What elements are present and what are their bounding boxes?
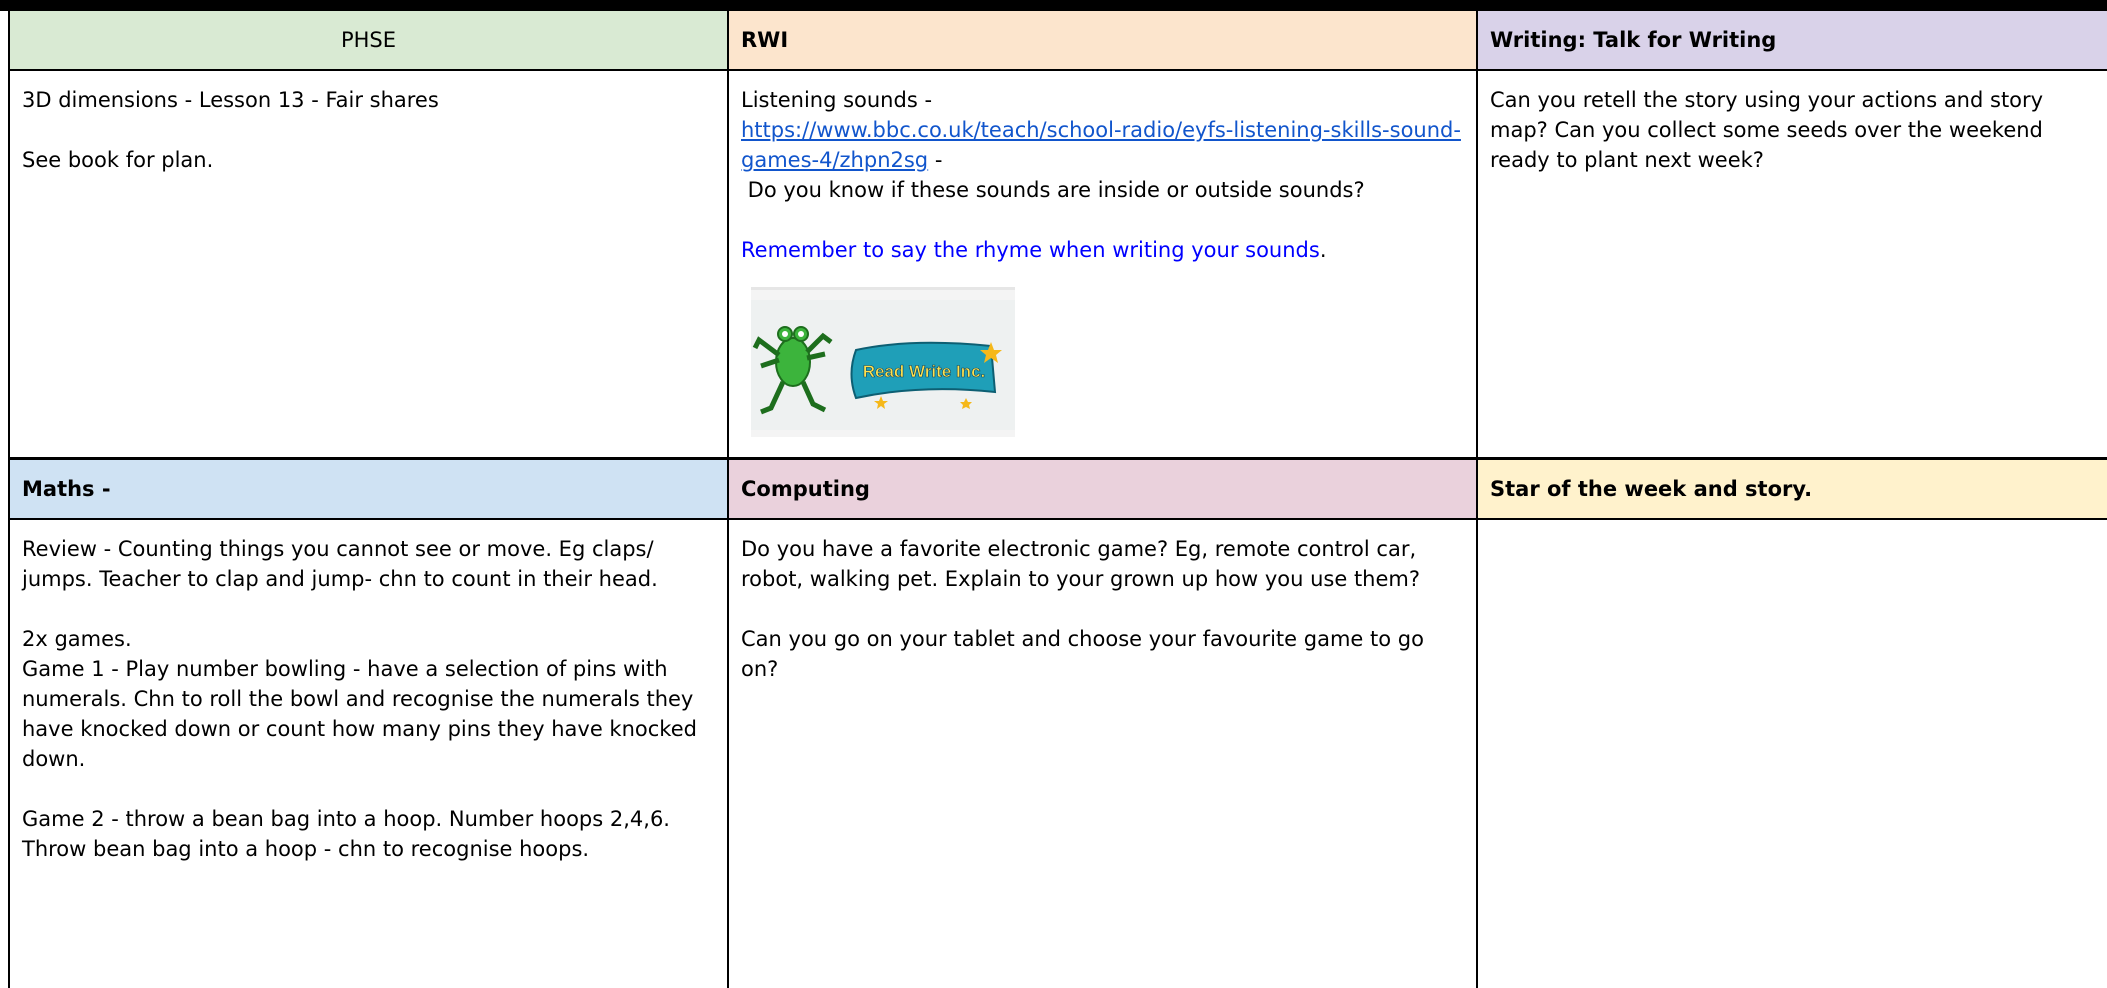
maths-para-2a: 2x games. — [22, 627, 132, 651]
bbc-listening-link[interactable]: https://www.bbc.co.uk/teach/school-radio/eyfs-listening-skills-sound-games-4/zhpn2sg — [741, 118, 1461, 172]
rwi-reminder — [741, 235, 1464, 265]
rwi-link-line — [741, 115, 1464, 175]
writing-cell — [1478, 11, 2107, 175]
read-write-inc-logo-image — [751, 300, 1015, 430]
maths-content — [10, 520, 727, 864]
writing-content — [1478, 71, 2107, 175]
logo-text: Read Write Inc. — [862, 362, 986, 381]
rwi-header: RWI — [729, 11, 1476, 71]
writing-header: Writing: Talk for Writing — [1478, 11, 2107, 71]
maths-para-1: Review - Counting things you cannot see or move. Eg claps/ jumps. Teacher to clap and jump- chn to count in their head. — [22, 537, 658, 591]
frog-icon — [755, 327, 831, 412]
computing-cell — [729, 460, 1476, 684]
table-row — [10, 11, 2107, 459]
read-write-inc-logo — [751, 287, 1015, 437]
computing-header: Computing — [729, 460, 1476, 520]
rwi-cell — [729, 11, 1476, 437]
phse-content — [10, 71, 727, 175]
rwi-reminder-text: Remember to say the rhyme when writing your sounds — [741, 238, 1320, 262]
computing-content — [729, 520, 1476, 684]
maths-para-2b: Game 1 - Play number bowling - have a selection of pins with numerals. Chn to roll the bowl and recognise the numerals they have knocked down or count how many pins they have knocked down. — [22, 657, 697, 771]
star-header: Star of the week and story. — [1478, 460, 2107, 520]
writing-text: Can you retell the story using your actions and story map? Can you collect some seeds over the weekend ready to plant next week? — [1490, 88, 2044, 172]
top-border — [0, 0, 2107, 11]
phse-line-1: 3D dimensions - Lesson 13 - Fair shares — [22, 88, 439, 112]
rwi-line-2: Do you know if these sounds are inside or outside sounds? — [741, 178, 1365, 202]
rwi-content — [729, 71, 1476, 437]
phse-cell — [10, 11, 727, 175]
rwi-link-suffix: - — [928, 148, 943, 172]
maths-para-3: Game 2 - throw a bean bag into a hoop. Number hoops 2,4,6. Throw bean bag into a hoop - chn to recognise hoops. — [22, 807, 670, 861]
rwi-reminder-end: . — [1319, 238, 1327, 262]
phse-line-2: See book for plan. — [22, 148, 214, 172]
star-cell — [1478, 460, 2107, 534]
maths-cell — [10, 460, 727, 864]
computing-para-1: Do you have a favorite electronic game? Eg, remote control car, robot, walking pet. Explain to your grown up how you use them? — [741, 537, 1421, 591]
phse-header: PHSE — [10, 11, 727, 71]
star-content — [1478, 520, 2107, 534]
computing-para-2: Can you go on your tablet and choose your favourite game to go on? — [741, 627, 1424, 681]
table-row — [10, 460, 2107, 988]
weekly-plan-table — [8, 11, 2107, 988]
rwi-line-1: Listening sounds - — [741, 88, 933, 112]
maths-header: Maths - — [10, 460, 727, 520]
